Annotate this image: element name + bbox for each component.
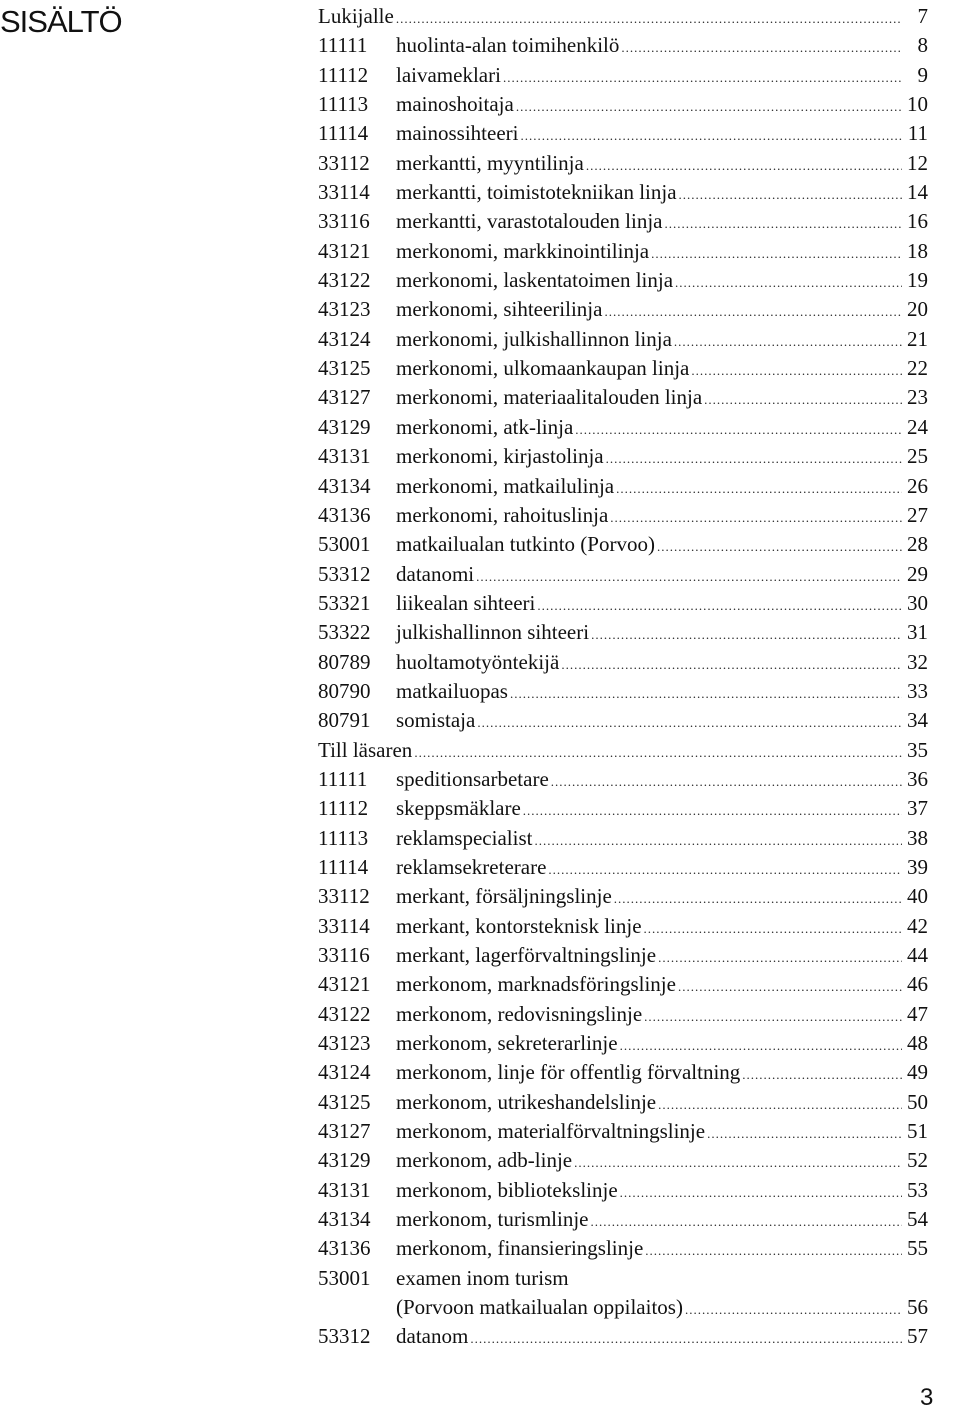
entry-code: 43134 (318, 473, 371, 498)
toc-entry (318, 325, 928, 354)
entry-code: 53312 (318, 1324, 371, 1349)
entry-code: 53321 (318, 590, 371, 615)
toc-entry (318, 90, 928, 119)
entry-title: merkantti, toimistotekniikan linja (396, 180, 677, 205)
entry-page: 49 (907, 1060, 928, 1085)
entry-page: 26 (907, 473, 928, 498)
entry-code: 11113 (318, 92, 369, 117)
dot-leader (704, 385, 902, 414)
toc-entry (318, 1117, 928, 1146)
table-of-contents (318, 2, 928, 1352)
entry-code: 43122 (318, 268, 371, 293)
toc-entry (318, 178, 928, 207)
entry-code: 33116 (318, 943, 370, 967)
toc-entry (318, 1264, 928, 1293)
entry-title: merkonomi, rahoituslinja (396, 502, 609, 527)
toc-entry (318, 560, 928, 589)
dot-leader (621, 33, 902, 62)
entry-page: 40 (907, 884, 928, 909)
dot-leader (510, 679, 902, 708)
entry-page: 20 (907, 297, 928, 322)
toc-entry (318, 530, 928, 559)
entry-page: 11 (907, 121, 928, 146)
entry-title: laivameklari (396, 62, 501, 87)
dot-leader (620, 1031, 902, 1060)
toc-entry (318, 266, 928, 295)
entry-page: 14 (907, 180, 928, 205)
entry-code: 53001 (318, 532, 371, 557)
entry-page: 39 (907, 854, 928, 879)
entry-page: 23 (907, 385, 928, 410)
entry-page: 25 (907, 444, 928, 469)
entry-code: 43127 (318, 385, 371, 410)
entry-code: 43136 (318, 502, 371, 527)
toc-entry (318, 1088, 928, 1117)
dot-leader (396, 4, 902, 33)
entry-title: speditionsarbetare (396, 766, 549, 791)
dot-leader (742, 1060, 902, 1089)
toc-entry (318, 794, 928, 823)
entry-code: 80791 (318, 708, 371, 733)
entry-title: merkonomi, materiaalitalouden linja (396, 385, 703, 410)
entry-title: merkantti, myyntilinja (396, 150, 584, 175)
dot-leader (651, 239, 902, 268)
dot-leader (516, 92, 902, 121)
dot-leader (561, 650, 902, 679)
entry-title: merkonom, linje för offentlig förvaltning (396, 1060, 741, 1085)
entry-title: merkonomi, atk-linja (396, 414, 574, 439)
entry-page: 22 (907, 356, 928, 381)
dot-leader (548, 855, 902, 884)
entry-code: 43123 (318, 297, 371, 322)
dot-leader (644, 914, 902, 943)
dot-leader (591, 620, 902, 649)
entry-title: merkonom, bibliotekslinje (396, 1177, 618, 1202)
entry-code: 11111 (318, 766, 368, 791)
dot-leader (590, 1207, 902, 1236)
entry-page: 52 (907, 1148, 928, 1173)
dot-leader (685, 1295, 902, 1324)
entry-page: 19 (907, 268, 928, 293)
entry-title: merkonom, sekreterarlinje (396, 1031, 618, 1056)
entry-title: mainossihteeri (396, 121, 519, 146)
entry-page: 54 (907, 1207, 928, 1232)
toc-entry (318, 61, 928, 90)
entry-code: 43124 (318, 326, 371, 351)
dot-leader (503, 63, 902, 92)
dot-leader (604, 297, 902, 326)
dot-leader (665, 209, 903, 238)
dot-leader (520, 121, 902, 150)
entry-code: 11114 (318, 854, 369, 879)
entry-title: merkant, försäljningslinje (396, 884, 612, 909)
dot-leader (658, 943, 902, 972)
entry-code: 11111 (318, 33, 368, 58)
toc-entry (318, 736, 928, 765)
entry-page: 50 (907, 1089, 928, 1114)
dot-leader (575, 415, 902, 444)
entry-code: 43129 (318, 1148, 371, 1173)
toc-entry (318, 31, 928, 60)
dot-leader (614, 884, 902, 913)
toc-entry (318, 442, 928, 471)
entry-title: merkonomi, ulkomaankaupan linja (396, 356, 690, 381)
entry-page: 27 (907, 502, 928, 527)
toc-entry (318, 2, 928, 31)
entry-code: 33112 (318, 884, 370, 909)
toc-entry (318, 1322, 928, 1351)
dot-leader (606, 444, 902, 473)
toc-entry (318, 1000, 928, 1029)
dot-leader (658, 1090, 902, 1119)
entry-page: 28 (907, 532, 928, 557)
entry-title: reklamsekreterare (396, 854, 547, 879)
dot-leader (610, 503, 902, 532)
entry-title: merkonomi, julkishallinnon linja (396, 326, 672, 351)
entry-page: 16 (907, 209, 928, 234)
toc-entry (318, 912, 928, 941)
toc-entry (318, 677, 928, 706)
toc-entry (318, 618, 928, 647)
entry-page: 8 (917, 33, 928, 58)
entry-title: merkonomi, matkailulinja (396, 473, 615, 498)
dot-leader (551, 767, 902, 796)
entry-page: 34 (907, 708, 928, 733)
entry-code: 53001 (318, 1265, 371, 1290)
dot-leader (616, 474, 902, 503)
entry-page: 47 (907, 1001, 928, 1026)
entry-code: 53312 (318, 561, 371, 586)
toc-entry (318, 472, 928, 501)
toc-entry (318, 295, 928, 324)
entry-page: 10 (907, 92, 928, 117)
dot-leader (586, 151, 902, 180)
toc-entry (318, 941, 928, 970)
entry-page: 12 (907, 150, 928, 175)
toc-entry (318, 354, 928, 383)
entry-title: merkonom, redovisningslinje (396, 1001, 643, 1026)
entry-page: 35 (907, 737, 928, 762)
entry-title: datanomi (396, 561, 475, 586)
toc-entry (318, 383, 928, 412)
entry-page: 18 (907, 238, 928, 263)
entry-title: mainoshoitaja (396, 92, 514, 117)
entry-title: matkailuopas (396, 678, 508, 703)
entry-code: 43124 (318, 1060, 371, 1085)
entry-title: merkonomi, laskentatoimen linja (396, 268, 674, 293)
entry-code: 53322 (318, 620, 371, 645)
entry-page: 24 (907, 414, 928, 439)
toc-entry (318, 1058, 928, 1087)
entry-code: 11112 (318, 62, 369, 87)
entry-page: 57 (907, 1324, 928, 1349)
entry-title: examen inom turism (396, 1265, 569, 1290)
toc-entry (318, 237, 928, 266)
entry-code: 43131 (318, 1177, 371, 1202)
dot-leader (691, 356, 902, 385)
dot-leader (534, 826, 902, 855)
entry-title: merkantti, varastotalouden linja (396, 209, 663, 234)
entry-page: 32 (907, 649, 928, 674)
entry-title: reklamspecialist (396, 825, 533, 850)
entry-code: 33116 (318, 209, 370, 234)
entry-code: 11114 (318, 121, 369, 146)
dot-leader (644, 1002, 902, 1031)
entry-title: matkailualan tutkinto (Porvoo) (396, 532, 655, 557)
entry-code: 33114 (318, 913, 370, 938)
entry-title: Till läsaren (318, 737, 413, 762)
entry-code: 43122 (318, 1001, 371, 1026)
entry-page: 21 (907, 326, 928, 351)
toc-entry (318, 1146, 928, 1175)
entry-page: 44 (907, 943, 928, 967)
dot-leader (679, 180, 902, 209)
entry-code: 33112 (318, 150, 370, 175)
entry-page: 51 (907, 1119, 928, 1144)
toc-entry (318, 413, 928, 442)
entry-page: 29 (907, 561, 928, 586)
entry-page: 46 (907, 972, 928, 997)
entry-code: 43125 (318, 356, 371, 381)
entry-title: merkonomi, sihteerilinja (396, 297, 603, 322)
entry-code: 80790 (318, 678, 371, 703)
dot-leader (470, 1324, 902, 1353)
dot-leader (476, 562, 902, 591)
entry-title: merkant, lagerförvaltningslinje (396, 943, 657, 967)
entry-code: 43136 (318, 1236, 371, 1261)
toc-entry (318, 648, 928, 677)
entry-title: merkonom, finansieringslinje (396, 1236, 644, 1261)
entry-title: merkonomi, markkinointilinja (396, 238, 650, 263)
entry-title: merkonom, marknadsföringslinje (396, 972, 676, 997)
entry-title: skeppsmäklare (396, 796, 521, 821)
entry-title: merkonomi, kirjastolinja (396, 444, 604, 469)
dot-leader (678, 972, 902, 1001)
dot-leader (574, 1148, 902, 1177)
entry-code: 43121 (318, 972, 371, 997)
entry-code: 80789 (318, 649, 371, 674)
entry-page: 42 (907, 913, 928, 938)
entry-code: 43131 (318, 444, 371, 469)
entry-title: merkonom, turismlinje (396, 1207, 589, 1232)
dot-leader (675, 268, 902, 297)
entry-title: huoltamotyöntekijä (396, 649, 560, 674)
dot-leader (537, 591, 902, 620)
toc-entry (318, 589, 928, 618)
toc-entry (318, 706, 928, 735)
toc-entry (318, 1029, 928, 1058)
entry-page: 31 (907, 620, 928, 645)
toc-entry (318, 1176, 928, 1205)
dot-leader (477, 708, 902, 737)
toc-entry (318, 970, 928, 999)
toc-entry (318, 765, 928, 794)
dot-leader (620, 1178, 902, 1207)
toc-entry (318, 882, 928, 911)
toc-entry (318, 1234, 928, 1263)
entry-code: 43134 (318, 1207, 371, 1232)
entry-title: merkonom, materialförvaltningslinje (396, 1119, 706, 1144)
dot-leader (523, 796, 902, 825)
dot-leader (657, 532, 902, 561)
entry-page: 56 (907, 1295, 928, 1320)
entry-page: 37 (907, 796, 928, 821)
entry-page: 55 (907, 1236, 928, 1261)
entry-title: liikealan sihteeri (396, 590, 536, 615)
toc-entry (318, 207, 928, 236)
entry-title: (Porvoon matkailualan oppilaitos) (396, 1295, 683, 1320)
entry-code: 11112 (318, 796, 369, 821)
entry-page: 30 (907, 590, 928, 615)
entry-page: 38 (907, 825, 928, 850)
entry-page: 53 (907, 1177, 928, 1202)
page-number: 3 (920, 1384, 934, 1411)
entry-title: Lukijalle (318, 4, 394, 28)
dot-leader (414, 738, 902, 767)
entry-code: 43129 (318, 414, 371, 439)
dot-leader (645, 1236, 902, 1265)
entry-code: 43125 (318, 1089, 371, 1114)
entry-title: datanom (396, 1324, 469, 1349)
toc-entry (318, 119, 928, 148)
entry-title: somistaja (396, 708, 476, 733)
entry-code: 43123 (318, 1031, 371, 1056)
entry-code: 43127 (318, 1119, 371, 1144)
dot-leader (674, 327, 902, 356)
entry-title: huolinta-alan toimihenkilö (396, 33, 620, 58)
dot-leader (707, 1119, 902, 1148)
entry-code: 33114 (318, 180, 370, 205)
entry-page: 48 (907, 1031, 928, 1056)
entry-title: merkant, kontorsteknisk linje (396, 913, 642, 938)
entry-page: 7 (917, 4, 928, 28)
entry-page: 33 (907, 678, 928, 703)
entry-page: 36 (907, 766, 928, 791)
toc-entry (318, 149, 928, 178)
toc-entry (318, 824, 928, 853)
entry-title: merkonom, utrikeshandelslinje (396, 1089, 657, 1114)
toc-entry (318, 1293, 928, 1322)
entry-page: 9 (917, 62, 928, 87)
toc-entry (318, 501, 928, 530)
entry-title: julkishallinnon sihteeri (396, 620, 590, 645)
entry-title: merkonom, adb-linje (396, 1148, 573, 1173)
entry-code: 43121 (318, 238, 371, 263)
entry-code: 11113 (318, 825, 369, 850)
contents-heading: SISÄLTÖ (0, 4, 122, 39)
toc-entry (318, 853, 928, 882)
toc-entry (318, 1205, 928, 1234)
